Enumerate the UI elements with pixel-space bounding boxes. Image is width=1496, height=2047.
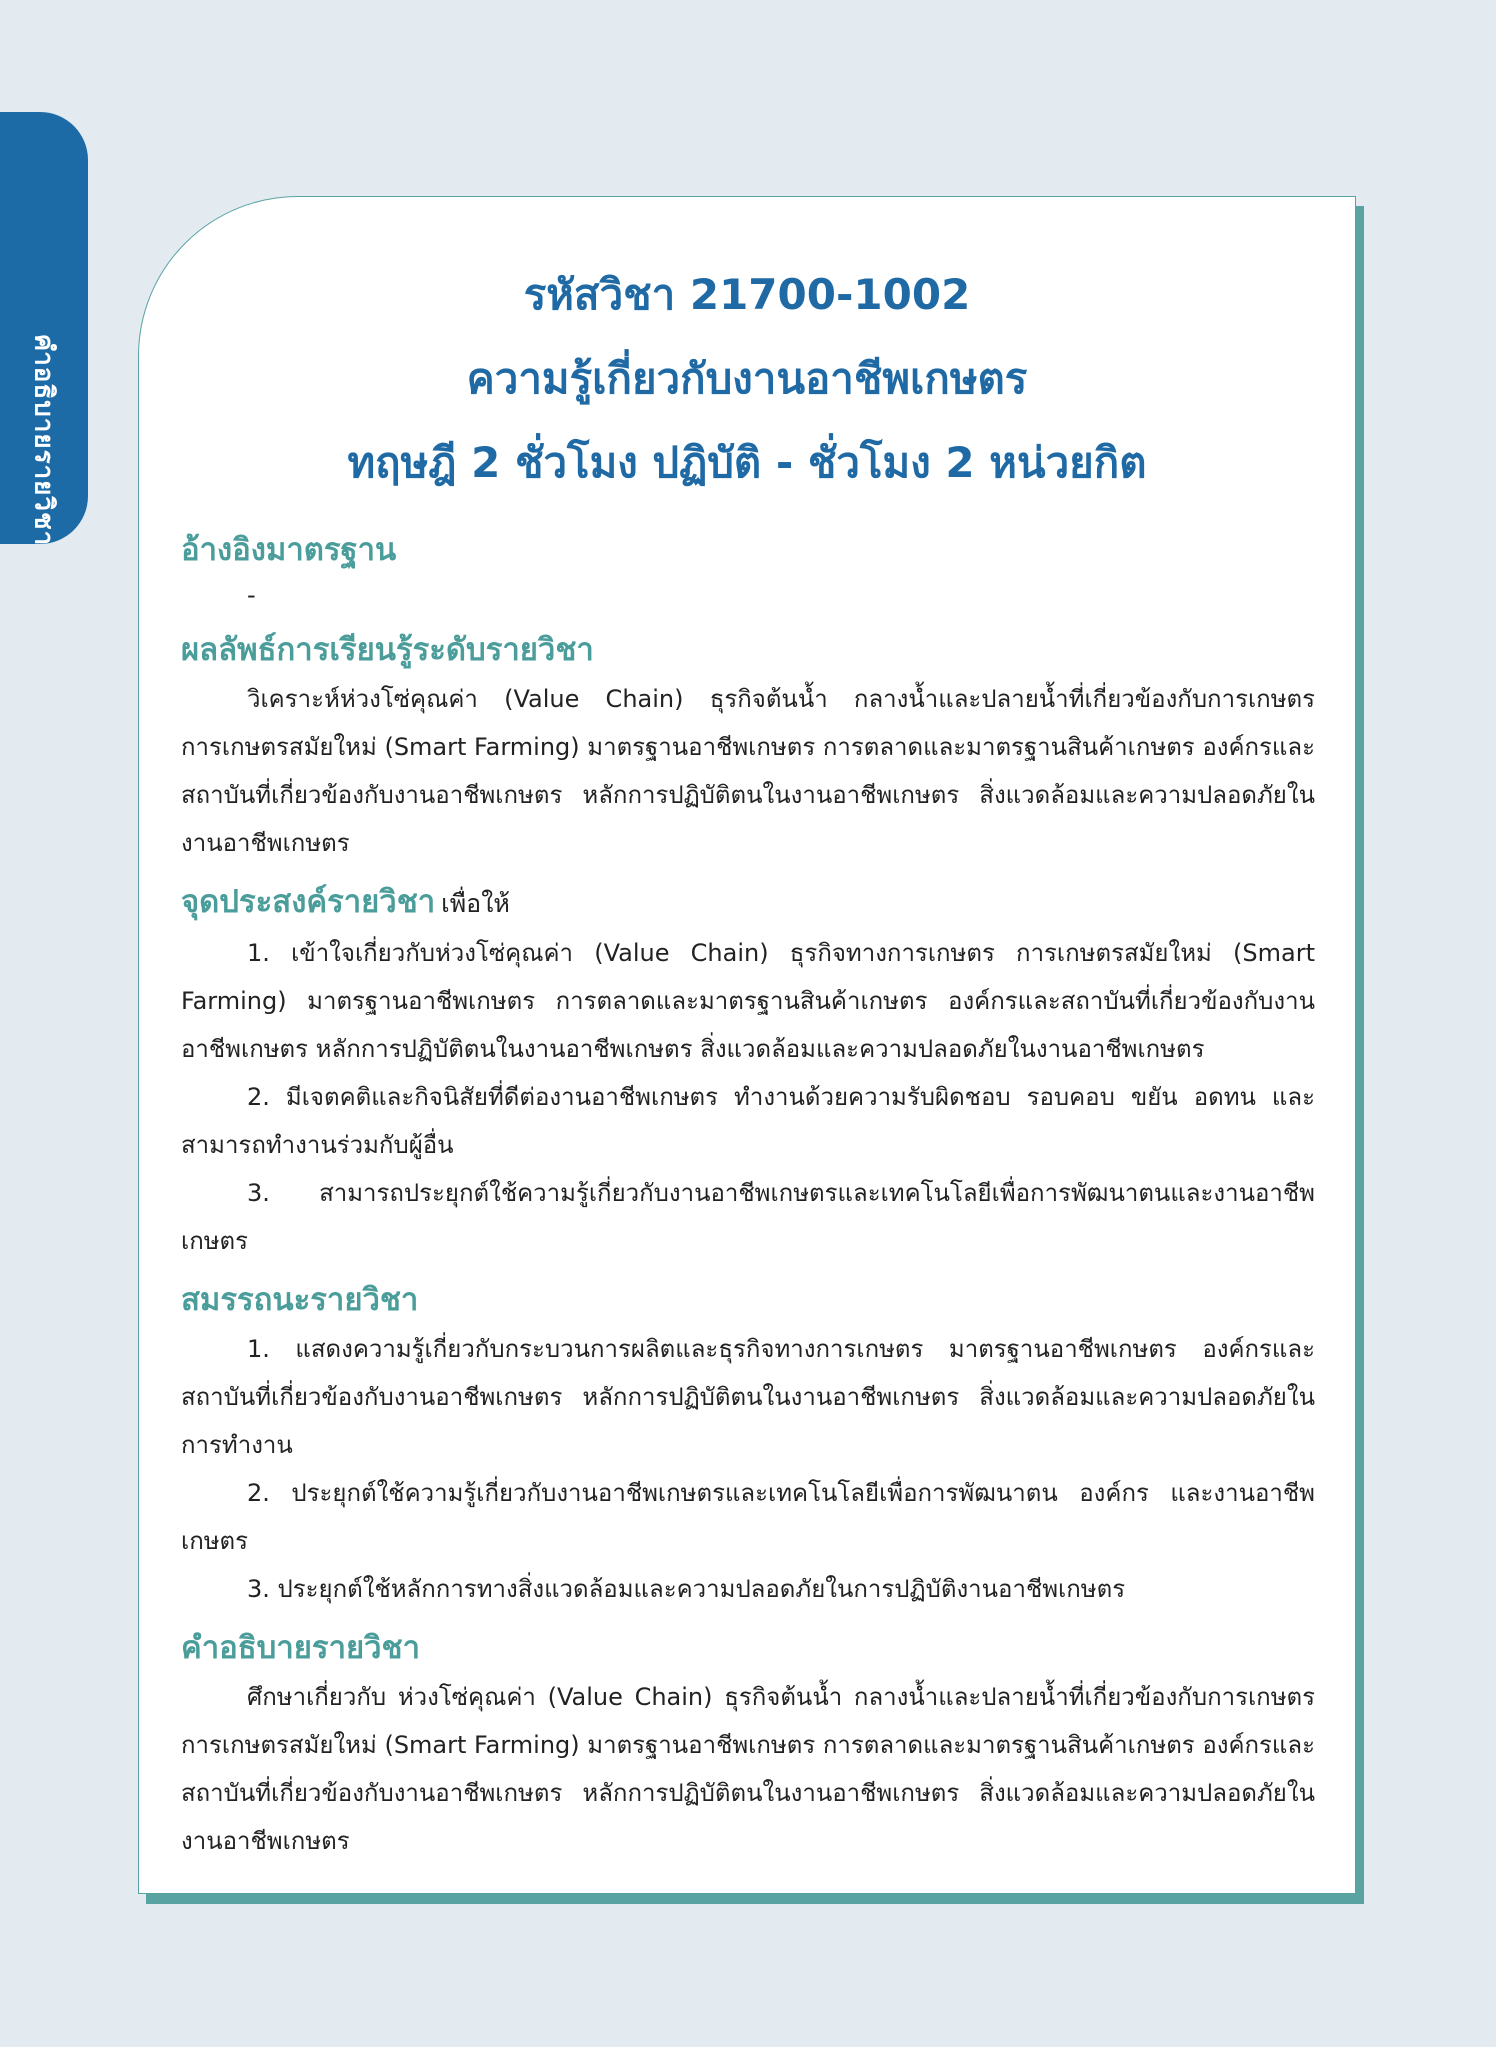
course-code: รหัสวิชา 21700-1002 xyxy=(523,270,971,319)
heading-objectives xyxy=(181,877,1315,929)
objective-item: 1. เข้าใจเกี่ยวกับห่วงโซ่คุณค่า (Value Chain) ธุรกิจทางการเกษตร การเกษตรสมัยใหม่ (Smart Farming) มาตรฐานอาชีพเกษตร การตลาดและมาตรฐานสินค้าเกษตร องค์กรและสถาบันที่เกี่ยวข้องกับงานอาชีพเกษตร หลักการปฏิบัติตนในงานอาชีพเกษตร สิ่งแวดล้อมและความปลอดภัยในงานอาชีพเกษตร xyxy=(181,939,1315,1063)
side-tab-label: คำอธิบายรายวิชา xyxy=(28,333,59,547)
course-hours: ทฤษฎี 2 ชั่วโมง ปฏิบัติ - ชั่วโมง 2 หน่วยกิต xyxy=(347,438,1147,487)
heading-standard: อ้างอิงมาตรฐาน xyxy=(181,532,397,568)
standard-text: - xyxy=(247,581,256,609)
competency-item: 3. ประยุกต์ใช้หลักการทางสิ่งแวดล้อมและความปลอดภัยในการปฏิบัติงานอาชีพเกษตร xyxy=(247,1575,1126,1603)
heading-competencies: สมรรถนะรายวิชา xyxy=(181,1282,419,1318)
heading-outcomes: ผลลัพธ์การเรียนรู้ระดับรายวิชา xyxy=(181,632,594,668)
title-block xyxy=(139,253,1355,505)
description-text: ศึกษาเกี่ยวกับ ห่วงโซ่คุณค่า (Value Chain) ธุรกิจต้นน้ำ กลางน้ำและปลายน้ำที่เกี่ยวข้องกับการเกษตร การเกษตรสมัยใหม่ (Smart Farming) มาตรฐานอาชีพเกษตร การตลาดและมาตรฐานสินค้าเกษตร องค์กรและสถาบันที่เกี่ยวข้องกับงานอาชีพเกษตร หลักการปฏิบัติตนในงานอาชีพเกษตร สิ่งแวดล้อมและความปลอดภัยในงานอาชีพเกษตร xyxy=(181,1683,1315,1855)
course-card xyxy=(138,196,1356,1894)
competency-item: 2. ประยุกต์ใช้ความรู้เกี่ยวกับงานอาชีพเกษตรและเทคโนโลยีเพื่อการพัฒนาตน องค์กร และงานอาชีพเกษตร xyxy=(181,1479,1315,1555)
objective-item: 3. สามารถประยุกต์ใช้ความรู้เกี่ยวกับงานอาชีพเกษตรและเทคโนโลยีเพื่อการพัฒนาตนและงานอาชีพเกษตร xyxy=(181,1179,1315,1255)
content xyxy=(181,515,1315,1865)
side-tab xyxy=(0,112,88,547)
outcomes-text: วิเคราะห์ห่วงโซ่คุณค่า (Value Chain) ธุรกิจต้นน้ำ กลางน้ำและปลายน้ำที่เกี่ยวข้องกับการเกษตร การเกษตรสมัยใหม่ (Smart Farming) มาตรฐานอาชีพเกษตร การตลาดและมาตรฐานสินค้าเกษตร องค์กรและสถาบันที่เกี่ยวข้องกับงานอาชีพเกษตร หลักการปฏิบัติตนในงานอาชีพเกษตร สิ่งแวดล้อมและความปลอดภัยในงานอาชีพเกษตร xyxy=(181,685,1315,857)
heading-objectives-label: จุดประสงค์รายวิชา xyxy=(181,884,436,920)
course-name: ความรู้เกี่ยวกับงานอาชีพเกษตร xyxy=(466,354,1028,403)
heading-objectives-suffix: เพื่อให้ xyxy=(441,889,510,918)
objective-item: 2. มีเจตคติและกิจนิสัยที่ดีต่องานอาชีพเกษตร ทำงานด้วยความรับผิดชอบ รอบคอบ ขยัน อดทน และสามารถทำงานร่วมกับผู้อื่น xyxy=(181,1083,1315,1159)
competency-item: 1. แสดงความรู้เกี่ยวกับกระบวนการผลิตและธุรกิจทางการเกษตร มาตรฐานอาชีพเกษตร องค์กรและสถาบันที่เกี่ยวข้องกับงานอาชีพเกษตร หลักการปฏิบัติตนในงานอาชีพเกษตร สิ่งแวดล้อมและความปลอดภัยในการทำงาน xyxy=(181,1335,1315,1459)
heading-description: คำอธิบายรายวิชา xyxy=(181,1630,421,1666)
